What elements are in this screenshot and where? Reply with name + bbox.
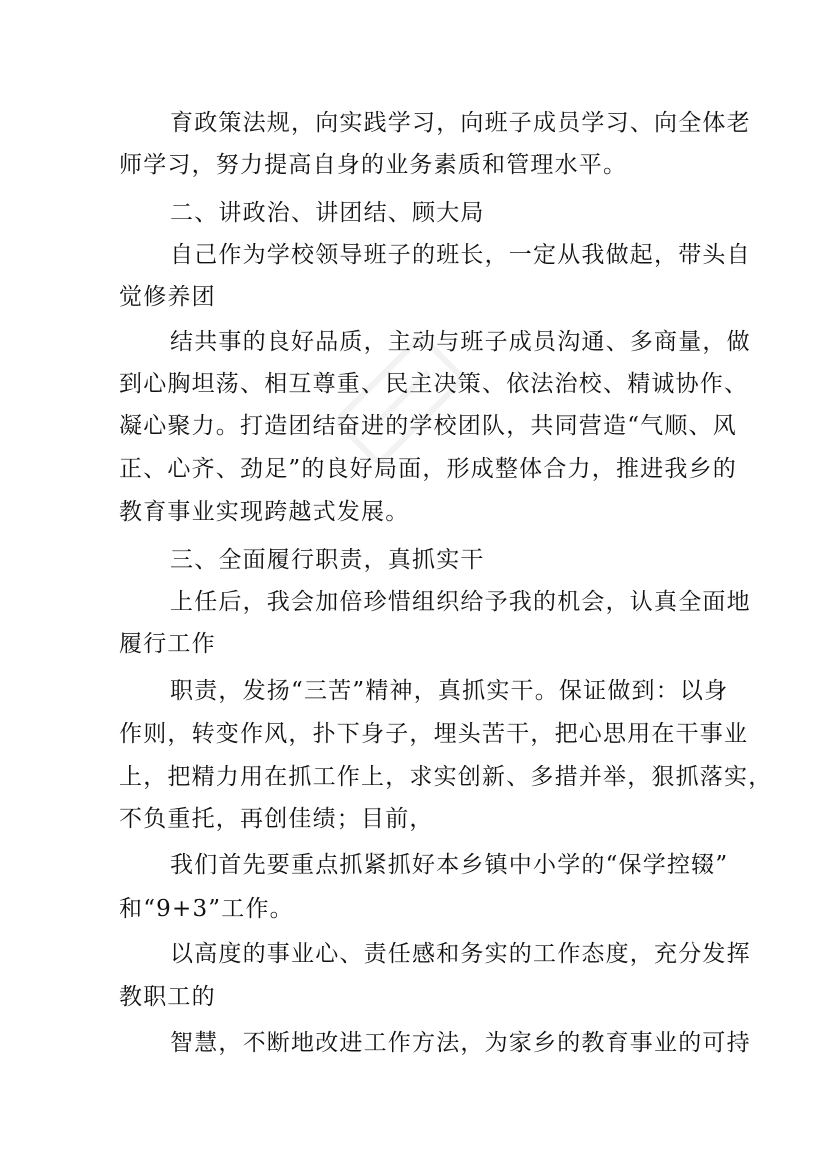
paragraph-line-2: 师学习，努力提高自身的业务素质和管理水平。: [119, 152, 628, 178]
paragraph-line-6: 到心胸坦荡、相互尊重、民主决策、依法治校、精诚协作、: [119, 371, 749, 397]
paragraph-line-13: 作则，转变作风，扑下身子，埋头苦干，把心思用在干事业: [119, 721, 749, 747]
paragraph-line-17: 和“9+3”工作。: [119, 896, 294, 922]
paragraph-line-12: 职责，发扬“三苦”精神，真抓实干。保证做到：以身: [170, 678, 729, 704]
paragraph-line-11: 履行工作: [119, 631, 216, 657]
paragraph-line-20: 智慧，不断地改进工作方法，为家乡的教育事业的可持: [170, 1030, 751, 1056]
paragraph-line-18: 以高度的事业心、责任感和务实的工作态度，充分发挥: [170, 941, 751, 967]
paragraph-line-4: 觉修养团: [119, 284, 216, 310]
paragraph-line-9: 教育事业实现跨越式发展。: [119, 499, 410, 525]
paragraph-line-19: 教职工的: [119, 984, 216, 1010]
paragraph-line-16: 我们首先要重点抓紧抓好本乡镇中小学的“保学控辍”: [170, 852, 729, 878]
paragraph-line-5: 结共事的良好品质，主动与班子成员沟通、多商量，做: [170, 329, 751, 355]
paragraph-line-3: 自己作为学校领导班子的班长，一定从我做起，带头自: [170, 242, 751, 268]
paragraph-line-10: 上任后，我会加倍珍惜组织给予我的机会，认真全面地: [170, 589, 751, 615]
section-heading-2: 二、讲政治、讲团结、顾大局: [170, 200, 485, 226]
paragraph-line-8: 正、心齐、劲足”的良好局面，形成整体合力，推进我乡的: [119, 456, 737, 482]
section-heading-3: 三、全面履行职责，真抓实干: [170, 547, 485, 573]
paragraph-line-15: 不负重托，再创佳绩；目前，: [119, 806, 434, 832]
paragraph-line-14: 上，把精力用在抓工作上，求实创新、多措并举，狠抓落实，: [119, 764, 773, 790]
paragraph-line-7: 凝心聚力。打造团结奋进的学校团队，共同营造“气顺、风: [119, 413, 737, 439]
paragraph-line-1: 育政策法规，向实践学习，向班子成员学习、向全体老: [170, 110, 751, 136]
